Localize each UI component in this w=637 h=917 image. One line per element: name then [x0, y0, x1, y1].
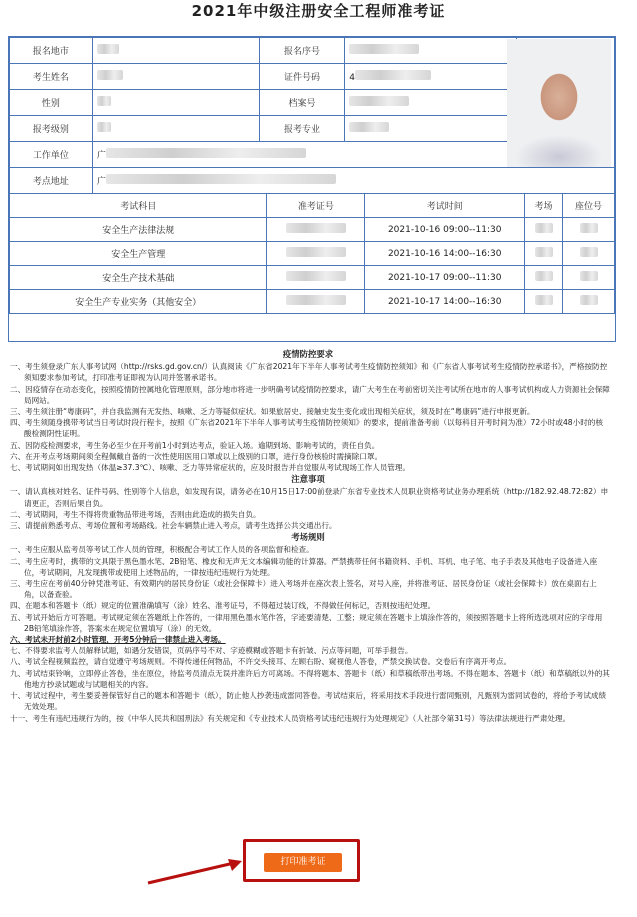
room [525, 266, 563, 290]
epidemic-item: 一、考生须登录广东人事考试网（http://rsks.gd.gov.cn/）认真阅读《广东省2021年下半年人事考试考生疫情防控须知》和《广东省人事考试考生疫情防控承诺书》，严格按防控须知要求参加考试，打印准考证即视为认同并签署承诺书。 [10, 362, 608, 383]
value-reg-number [345, 38, 516, 64]
epidemic-item: 七、考试期间如出现发热（体温≥37.3℃）、咳嗽、乏力等异常症状的，应及时报告并自觉服从考试现场工作人员管理。 [10, 463, 411, 473]
label-exam-location: 报名地市 [10, 38, 93, 64]
header-subject: 考试科目 [10, 194, 267, 218]
value-level [92, 116, 259, 142]
notes-item: 三、请提前熟悉考点、考场位置和考场路线。社会车辆禁止进入考点，请考生选择公共交通出行。 [10, 521, 337, 531]
epidemic-item: 五、因防疫检测要求，考生务必至少在开考前1小时到达考点，验证入场。逾期到场、影响考试的，责任自负。 [10, 440, 380, 450]
value-name [92, 64, 259, 90]
rules-item: 三、考生应在考前40分钟凭准考证、有效期内的居民身份证（或社会保障卡）进入考场并在座次表上签名，对号入座，并将准考证、居民身份证（或社会保障卡）放在桌面右上角，以备查验。 [10, 579, 597, 600]
print-ticket-button[interactable]: 打印准考证 [264, 853, 342, 872]
rules-heading: 考场规则 [291, 532, 325, 543]
rules-item: 六、考试未开封前2小时管理，开考5分钟后一律禁止进入考场。 [10, 635, 226, 645]
subject-name: 安全生产专业实务（其他安全） [10, 290, 267, 314]
label-archive-no: 档案号 [259, 90, 344, 116]
arrow-annotation-icon [146, 857, 246, 887]
page-title: 2021年中级注册安全工程师准考证 [191, 2, 446, 20]
candidate-photo [507, 39, 611, 167]
label-name: 考生姓名 [10, 64, 93, 90]
subjects-table [9, 193, 615, 314]
table-row [10, 290, 615, 314]
subject-name: 安全生产技术基础 [10, 266, 267, 290]
seat [563, 266, 615, 290]
rules-item: 九、考试结束铃响，立即停止答卷，坐在原位，待监考员清点无误并准许后方可离场。不得将题本、答题卡（纸）和草稿纸带出考场。不得在题本、答题卡（纸）和草稿纸以外的其他地方抄录试题或与试题相关的内容。 [10, 668, 610, 689]
label-gender: 性别 [10, 90, 93, 116]
value-id-number: 4 [345, 64, 516, 90]
value-exam-location [92, 38, 259, 64]
epidemic-heading: 疫情防控要求 [282, 349, 334, 359]
ticket-no [267, 218, 365, 242]
header-seat: 座位号 [563, 194, 615, 218]
value-archive-no [345, 90, 516, 116]
subject-name: 安全生产法律法规 [10, 218, 267, 242]
seat [563, 290, 615, 314]
exam-time: 2021-10-16 14:00--16:30 [365, 242, 525, 266]
label-exam-address: 考点地址 [10, 168, 93, 194]
ticket-no [267, 290, 365, 314]
header-exam-time: 考试时间 [365, 194, 525, 218]
header-room: 考场 [525, 194, 563, 218]
rules-item: 二、考生应考时，携带的文具限于黑色墨水笔、2B铅笔、橡皮和无声无文本编辑功能的计算器。严禁携带任何书籍资料、手机、耳机、电子笔、电子手表及其他电子设备进入座位，考试期间，凡发现携带或使用上述物品的，一律按违纪违规行为处理。 [10, 556, 598, 577]
exam-time: 2021-10-17 14:00--16:30 [365, 290, 525, 314]
seat [563, 218, 615, 242]
admission-ticket [8, 36, 616, 342]
label-level: 报考级别 [10, 116, 93, 142]
table-row [10, 242, 615, 266]
label-employer: 工作单位 [10, 142, 93, 168]
value-employer: 广 [92, 142, 516, 168]
room [525, 242, 563, 266]
epidemic-item: 六、在开考点考场期间须全程佩戴自备的一次性使用医用口罩或以上级别的口罩，进行身份核验时需摘除口罩。 [10, 451, 383, 461]
rules-item: 八、考试全程视频监控，请自觉遵守考场规则。不得传递任何物品，不许交头接耳、左顾右盼、窥视他人答卷，严禁交换试卷。交卷后有序离开考点。 [10, 657, 512, 667]
room [525, 218, 563, 242]
label-id-number: 证件号码 [259, 64, 344, 90]
value-exam-address: 广 [92, 168, 614, 194]
value-gender [92, 90, 259, 116]
ticket-no [267, 266, 365, 290]
rules-item: 十一、考生有违纪违规行为的，按《中华人民共和国刑法》有关规定和《专业技术人员资格考试违纪违规行为处理规定》（人社部令第31号）等法律法规进行严肃处理。 [10, 713, 571, 723]
label-major: 报考专业 [259, 116, 344, 142]
notice-section [6, 348, 610, 724]
exam-time: 2021-10-16 09:00--11:30 [365, 218, 525, 242]
table-row [10, 266, 615, 290]
rules-item: 十、考试过程中，考生要妥善保管好自己的题本和答题卡（纸），防止他人抄袭违成雷同答卷。考试结束后，将采用技术手段进行雷同甄别，凡甄别为雷同试卷的，将给予考试成绩无效处理。 [10, 691, 607, 712]
room [525, 290, 563, 314]
notes-item: 一、请认真核对姓名、证件号码、性别等个人信息，如发现有误，请务必在10月15日17:00前登录广东省专业技术人员职业资格考试业务办理系统（http://182.92.48.72:82）申请更正，否则后果自负。 [10, 487, 609, 508]
rules-item: 五、考试开始后方可答题。考试规定须在答题纸上作答的，一律用黑色墨水笔作答，字迹要清楚、工整；规定须在答题卡上填涂作答的，须按照答题卡上将所选选项对应的字母用2B铅笔填涂作答，答案未在规定位置填写（涂）的无效。 [10, 612, 603, 633]
epidemic-item: 二、因疫情存在动态变化，按照疫情防控属地化管理原则，部分地市将进一步明确考试疫情防控要求，请广大考生在考前密切关注考试所在地市的人事考试机构或人力资源社会保障局网站。 [10, 384, 610, 405]
notes-heading: 注意事项 [291, 474, 325, 485]
notes-item: 二、考试期间，考生不得将贵重物品带进考场，否则由此造成的损失自负。 [10, 509, 261, 519]
ticket-no [267, 242, 365, 266]
value-major [345, 116, 516, 142]
rules-item: 七、不得要求监考人员解释试题，如遇分发错误，页码序号不对、字迹模糊或答题卡有折皱、污点等问题，可举手报告。 [10, 646, 413, 656]
subject-name: 安全生产管理 [10, 242, 267, 266]
epidemic-item: 三、考生须注册“粤康码”，并自我监测有无发热、咳嗽、乏力等疑似症状。如果旅居史、接触史发生变化或出现相关症状，须及时在“粤康码”进行申报更新。 [10, 407, 535, 417]
header-ticket-no: 准考证号 [267, 194, 365, 218]
exam-time: 2021-10-17 09:00--11:30 [365, 266, 525, 290]
rules-item: 一、考生应服从监考员等考试工作人员的管理，积极配合考试工作人员的各项监督和检查。 [10, 545, 314, 555]
table-row [10, 218, 615, 242]
seat [563, 242, 615, 266]
epidemic-item: 四、考生须随身携带考试当日考试时段行程卡，按照《广东省2021年下半年人事考试考生疫情防控须知》的要求，提前准备考前（以每科目开考时间为准）72小时或48小时的核酸检测阴性证明。 [10, 418, 603, 439]
label-reg-number: 报名序号 [259, 38, 344, 64]
rules-item: 四、在题本和答题卡（纸）规定的位置准确填写（涂）姓名、准考证号，不得超过装订线，不得做任何标记，否则按违纪处理。 [10, 601, 436, 611]
